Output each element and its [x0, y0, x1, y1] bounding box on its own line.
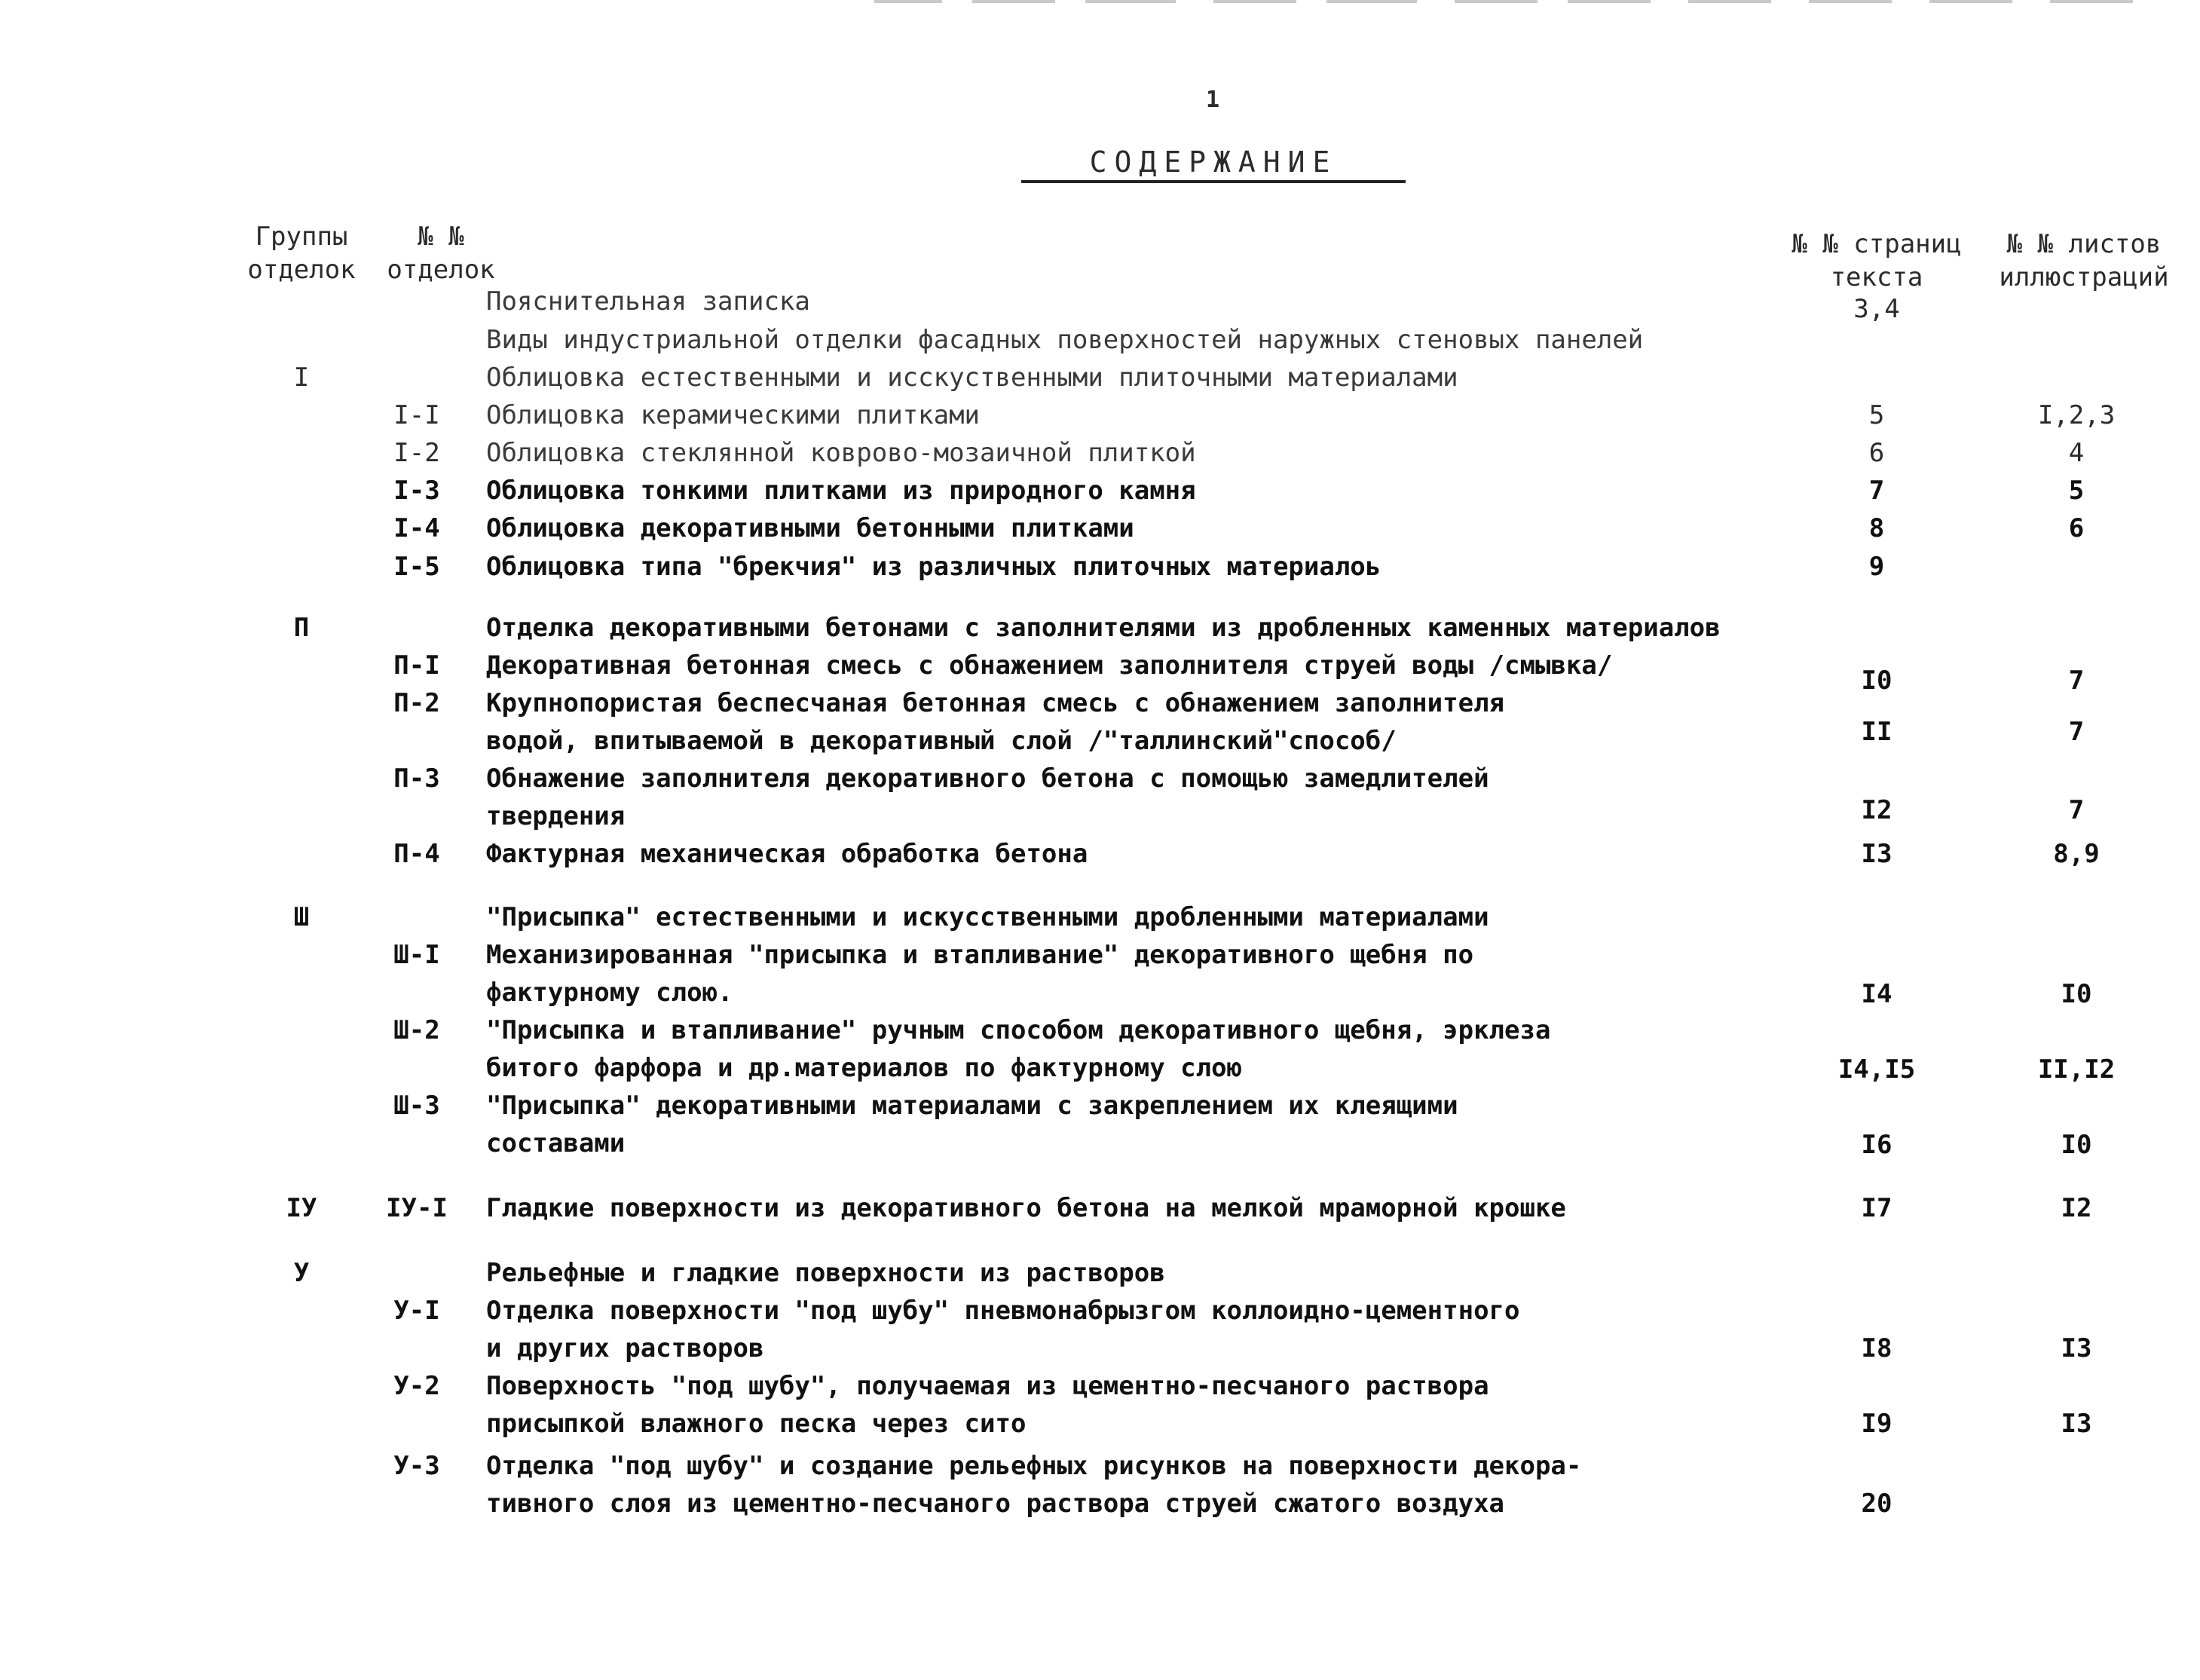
- entry-title: Облицовка естественными и исскуственными плиточными материалами: [486, 363, 1458, 393]
- entry-title: Крупнопористая беспесчаная бетонная смесь с обнажением заполнителя водой, впитываемой в декоративный слой /"таллинский"способ/: [486, 688, 1505, 756]
- scan-artifact: [1688, 0, 1771, 3]
- finish-code: I-4: [393, 513, 440, 543]
- finish-code: П-4: [393, 839, 440, 869]
- illustration-sheets: II,I2: [2037, 1054, 2116, 1085]
- scan-artifact: [1085, 0, 1176, 3]
- entry-title: Облицовка керамическими плитками: [486, 400, 981, 430]
- text-pages: I7: [1861, 1193, 1892, 1223]
- text-pages: I2: [1861, 795, 1892, 825]
- text-pages: I9: [1861, 1409, 1892, 1439]
- scan-artifact: [1809, 0, 1892, 3]
- entry-title: Гладкие поверхности из декоративного бетона на мелкой мраморной крошке: [486, 1193, 1566, 1223]
- entry-title: Отделка "под шубу" и создание рельефных рисунков на поверхности декора- тивного слоя из цементно-песчаного раствора струей сжатого воздуха: [486, 1451, 1582, 1519]
- text-pages: I6: [1861, 1130, 1892, 1160]
- entry-title: Облицовка тонкими плитками из природного камня: [486, 476, 1196, 506]
- finish-code: П-I: [393, 650, 440, 681]
- finish-code: У-3: [393, 1451, 440, 1481]
- entry-title: Пояснительная записка: [486, 286, 810, 317]
- finish-code: I-5: [393, 552, 440, 582]
- group-number: У: [293, 1258, 310, 1288]
- text-pages: 3,4: [1853, 294, 1900, 324]
- group-number: IУ: [286, 1193, 317, 1223]
- illustration-sheets: 7: [2068, 795, 2085, 825]
- text-pages: 5: [1868, 400, 1885, 430]
- entry-title: Фактурная механическая обработка бетона: [486, 839, 1088, 869]
- entry-title: Отделка поверхности "под шубу" пневмонабрызгом коллоидно-цементного и других растворов: [486, 1296, 1520, 1363]
- entry-title: Рельефные и гладкие поверхности из растворов: [486, 1258, 1165, 1288]
- finish-code: Ш-I: [393, 940, 440, 970]
- finish-code: IУ-I: [386, 1193, 448, 1223]
- finish-code: П-3: [393, 763, 440, 794]
- text-pages: 8: [1868, 513, 1885, 543]
- scan-artifact: [1929, 0, 2012, 3]
- finish-code: У-I: [393, 1296, 440, 1326]
- page-title: СОДЕРЖАНИЕ: [1021, 145, 1406, 183]
- illustration-sheets: I3: [2061, 1409, 2092, 1439]
- finish-code: У-2: [393, 1371, 440, 1401]
- entry-title: Поверхность "под шубу", получаемая из цементно-песчаного раствора присыпкой влажного песка через сито: [486, 1371, 1489, 1439]
- header-illustrations: № № листов иллюстраций: [1999, 229, 2169, 292]
- scan-artifact: [1213, 0, 1296, 3]
- page-number: 1: [1206, 87, 1220, 113]
- illustration-sheets: 8,9: [2053, 839, 2100, 869]
- entry-title: Отделка декоративными бетонами с заполнителями из дробленных каменных материалов: [486, 613, 1721, 643]
- illustration-sheets: 6: [2068, 513, 2085, 543]
- header-codes: № № отделок: [387, 222, 495, 285]
- entry-title: Виды индустриальной отделки фасадных поверхностей наружных стеновых панелей: [486, 325, 1644, 355]
- entry-title: Облицовка декоративными бетонными плитками: [486, 513, 1134, 543]
- text-pages: I4: [1861, 979, 1892, 1009]
- entry-title: Облицовка стеклянной ковровo-мозаичной плиткой: [486, 438, 1196, 468]
- text-pages: 9: [1868, 552, 1885, 582]
- text-pages: 7: [1868, 476, 1885, 506]
- finish-code: П-2: [393, 688, 440, 718]
- illustration-sheets: I0: [2061, 979, 2092, 1009]
- scan-artifact: [1455, 0, 1538, 3]
- entry-title: Механизированная "присыпка и втапливание" декоративного щебня по фактурному слою.: [486, 940, 1474, 1008]
- scan-artifact: [874, 0, 942, 3]
- scan-artifact: [1568, 0, 1651, 3]
- finish-code: I-I: [393, 400, 440, 430]
- text-pages: I0: [1861, 666, 1892, 696]
- illustration-sheets: 4: [2068, 438, 2085, 468]
- illustration-sheets: I2: [2061, 1193, 2092, 1223]
- finish-code: I-3: [393, 476, 440, 506]
- finish-code: Ш-3: [393, 1091, 440, 1121]
- illustration-sheets: I3: [2061, 1333, 2092, 1363]
- group-number: Ш: [293, 902, 310, 932]
- header-pages: № № страниц текста: [1792, 229, 1962, 292]
- finish-code: Ш-2: [393, 1015, 440, 1045]
- text-pages: I3: [1861, 839, 1892, 869]
- header-groups: Группы отделок: [247, 222, 356, 285]
- entry-title: "Присыпка и втапливание" ручным способом декоративного щебня, эрклеза битого фарфора и др.материалов по фактурному слою: [486, 1015, 1551, 1083]
- text-pages: 6: [1868, 438, 1885, 468]
- text-pages: I8: [1861, 1333, 1892, 1363]
- group-number: I: [293, 363, 310, 393]
- entry-title: "Присыпка" естественными и искусственными дробленными материалами: [486, 902, 1489, 932]
- illustration-sheets: 7: [2068, 666, 2085, 696]
- group-number: П: [293, 613, 310, 643]
- illustration-sheets: I,2,3: [2037, 400, 2116, 430]
- entry-title: Облицовка типа "брекчия" из различных плиточных материалоь: [486, 552, 1382, 582]
- finish-code: I-2: [393, 438, 440, 468]
- scan-artifact: [2050, 0, 2133, 3]
- text-pages: I4,I5: [1837, 1054, 1916, 1085]
- entry-title: "Присыпка" декоративными материалами с закреплением их клеящими составами: [486, 1091, 1458, 1158]
- scan-artifact: [1326, 0, 1417, 3]
- text-pages: II: [1861, 717, 1892, 747]
- illustration-sheets: 7: [2068, 717, 2085, 747]
- illustration-sheets: 5: [2068, 476, 2085, 506]
- illustration-sheets: I0: [2061, 1130, 2092, 1160]
- entry-title: Обнажение заполнителя декоративного бетона с помощью замедлителей твердения: [486, 763, 1489, 831]
- entry-title: Декоративная бетонная смесь с обнажением заполнителя струей воды /смывка/: [486, 650, 1613, 681]
- scan-artifact: [972, 0, 1055, 3]
- text-pages: 20: [1861, 1489, 1892, 1519]
